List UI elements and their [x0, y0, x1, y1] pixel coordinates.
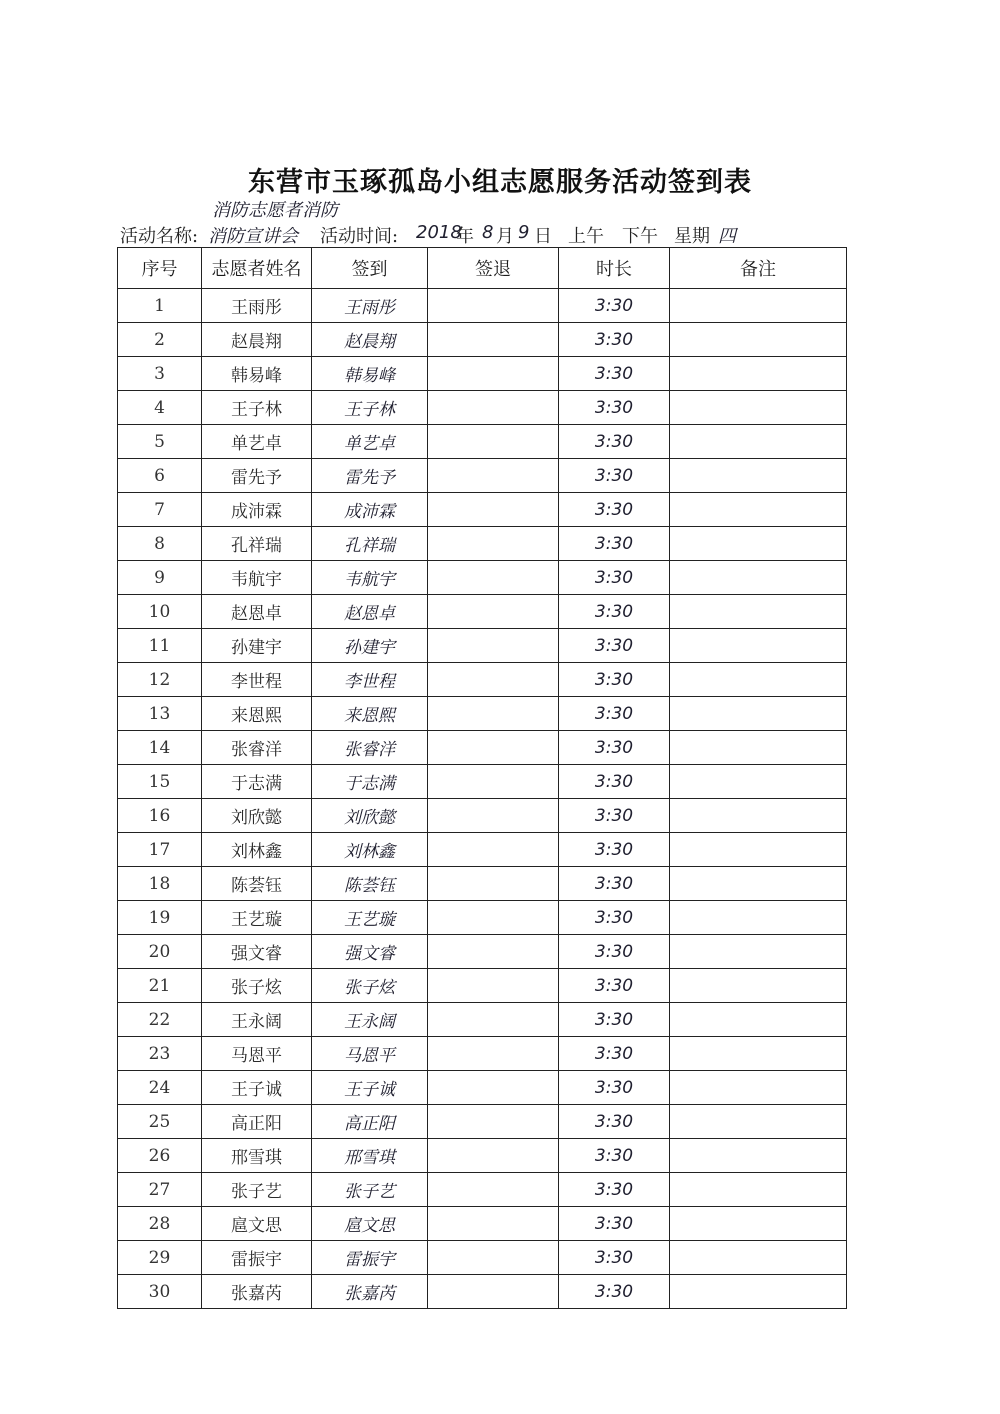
table-row	[118, 561, 847, 595]
table-cell-duration: 3:30	[559, 561, 670, 595]
table-cell-remark	[670, 357, 847, 391]
table-cell-remark	[670, 1037, 847, 1071]
table-cell-remark	[670, 629, 847, 663]
table-row	[118, 867, 847, 901]
table-row	[118, 1275, 847, 1309]
pm-label: 下午	[622, 226, 658, 247]
table-row	[118, 901, 847, 935]
table-cell-duration: 3:30	[559, 289, 670, 323]
table-cell-signin: 赵恩卓	[312, 595, 428, 629]
table-cell-remark	[670, 527, 847, 561]
table-cell-remark	[670, 969, 847, 1003]
table-cell-seq: 23	[118, 1037, 202, 1071]
table-cell-name: 韩易峰	[202, 357, 312, 391]
table-row	[118, 1037, 847, 1071]
table-cell-duration: 3:30	[559, 527, 670, 561]
table-cell-remark	[670, 1139, 847, 1173]
table-cell-duration: 3:30	[559, 1105, 670, 1139]
table-cell-signin: 强文睿	[312, 935, 428, 969]
table-cell-name: 邢雪琪	[202, 1139, 312, 1173]
table-cell-signout	[428, 833, 559, 867]
table-cell-remark	[670, 459, 847, 493]
header-name: 志愿者姓名	[202, 248, 312, 289]
table-row	[118, 935, 847, 969]
table-cell-name: 王子诚	[202, 1071, 312, 1105]
table-cell-duration: 3:30	[559, 1037, 670, 1071]
table-cell-seq: 8	[118, 527, 202, 561]
table-cell-name: 李世程	[202, 663, 312, 697]
table-cell-signin: 王雨彤	[312, 289, 428, 323]
table-row	[118, 357, 847, 391]
table-cell-seq: 30	[118, 1275, 202, 1309]
table-cell-duration: 3:30	[559, 697, 670, 731]
table-cell-signout	[428, 1207, 559, 1241]
table-cell-signin: 赵晨翔	[312, 323, 428, 357]
table-cell-name: 王永阔	[202, 1003, 312, 1037]
table-row	[118, 629, 847, 663]
table-cell-signin: 高正阳	[312, 1105, 428, 1139]
table-cell-seq: 3	[118, 357, 202, 391]
table-cell-seq: 4	[118, 391, 202, 425]
table-cell-signout	[428, 357, 559, 391]
table-cell-signin: 韩易峰	[312, 357, 428, 391]
table-cell-seq: 17	[118, 833, 202, 867]
activity-name-note: 消防志愿者消防	[212, 200, 338, 221]
table-row	[118, 799, 847, 833]
table-row	[118, 833, 847, 867]
table-row	[118, 1105, 847, 1139]
table-cell-name: 扈文思	[202, 1207, 312, 1241]
table-cell-seq: 16	[118, 799, 202, 833]
table-cell-name: 张睿洋	[202, 731, 312, 765]
table-cell-signin: 张睿洋	[312, 731, 428, 765]
table-cell-remark	[670, 1207, 847, 1241]
table-row	[118, 493, 847, 527]
table-cell-seq: 7	[118, 493, 202, 527]
table-cell-duration: 3:30	[559, 1139, 670, 1173]
activity-name-value: 消防宣讲会	[208, 226, 298, 247]
header-signin: 签到	[312, 248, 428, 289]
table-cell-name: 王雨彤	[202, 289, 312, 323]
table-cell-signout	[428, 323, 559, 357]
table-cell-remark	[670, 697, 847, 731]
table-cell-name: 来恩熙	[202, 697, 312, 731]
table-cell-signin: 单艺卓	[312, 425, 428, 459]
table-cell-remark	[670, 1003, 847, 1037]
table-cell-name: 王子林	[202, 391, 312, 425]
table-cell-duration: 3:30	[559, 969, 670, 1003]
table-cell-remark	[670, 1105, 847, 1139]
table-cell-signout	[428, 1139, 559, 1173]
table-cell-name: 韦航宇	[202, 561, 312, 595]
month-label: 月	[496, 226, 514, 247]
table-cell-signout	[428, 289, 559, 323]
table-cell-seq: 27	[118, 1173, 202, 1207]
table-cell-remark	[670, 1173, 847, 1207]
table-cell-remark	[670, 561, 847, 595]
activity-day: 9	[518, 222, 530, 243]
table-header-row	[118, 248, 847, 289]
table-cell-signout	[428, 425, 559, 459]
table-cell-seq: 6	[118, 459, 202, 493]
table-cell-signin: 张子艺	[312, 1173, 428, 1207]
weekday-label: 星期	[674, 226, 710, 247]
table-cell-name: 成沛霖	[202, 493, 312, 527]
table-cell-name: 刘欣懿	[202, 799, 312, 833]
activity-year: 2018	[416, 222, 462, 243]
table-cell-duration: 3:30	[559, 901, 670, 935]
table-cell-name: 张嘉芮	[202, 1275, 312, 1309]
table-cell-seq: 28	[118, 1207, 202, 1241]
table-cell-signout	[428, 731, 559, 765]
header-seq: 序号	[118, 248, 202, 289]
table-cell-duration: 3:30	[559, 1275, 670, 1309]
table-cell-signout	[428, 901, 559, 935]
table-cell-signin: 成沛霖	[312, 493, 428, 527]
table-cell-seq: 24	[118, 1071, 202, 1105]
table-cell-name: 陈荟钰	[202, 867, 312, 901]
table-cell-duration: 3:30	[559, 391, 670, 425]
page-title: 东营市玉琢孤岛小组志愿服务活动签到表	[248, 167, 752, 198]
table-cell-signin: 扈文思	[312, 1207, 428, 1241]
table-cell-name: 雷振宇	[202, 1241, 312, 1275]
table-cell-seq: 25	[118, 1105, 202, 1139]
table-cell-signin: 雷先予	[312, 459, 428, 493]
table-cell-duration: 3:30	[559, 493, 670, 527]
table-cell-signout	[428, 629, 559, 663]
table-row	[118, 425, 847, 459]
table-cell-signin: 韦航宇	[312, 561, 428, 595]
table-cell-seq: 21	[118, 969, 202, 1003]
table-cell-signin: 刘欣懿	[312, 799, 428, 833]
table-cell-signout	[428, 663, 559, 697]
table-cell-remark	[670, 799, 847, 833]
table-cell-duration: 3:30	[559, 1071, 670, 1105]
table-cell-remark	[670, 493, 847, 527]
table-row	[118, 459, 847, 493]
header-duration: 时长	[559, 248, 670, 289]
table-cell-signout	[428, 1105, 559, 1139]
table-cell-name: 赵晨翔	[202, 323, 312, 357]
table-cell-name: 刘林鑫	[202, 833, 312, 867]
table-cell-seq: 11	[118, 629, 202, 663]
table-row	[118, 391, 847, 425]
table-cell-signout	[428, 493, 559, 527]
table-cell-signout	[428, 697, 559, 731]
table-cell-seq: 19	[118, 901, 202, 935]
activity-month: 8	[482, 222, 494, 243]
table-cell-signout	[428, 1241, 559, 1275]
table-cell-seq: 29	[118, 1241, 202, 1275]
day-label: 日	[534, 226, 552, 247]
table-row	[118, 1207, 847, 1241]
table-cell-remark	[670, 663, 847, 697]
table-cell-name: 于志满	[202, 765, 312, 799]
year-label: 年	[456, 226, 474, 247]
table-row	[118, 731, 847, 765]
table-cell-signout	[428, 527, 559, 561]
signin-table	[117, 247, 847, 1309]
table-cell-remark	[670, 901, 847, 935]
table-cell-name: 张子艺	[202, 1173, 312, 1207]
table-cell-signout	[428, 561, 559, 595]
table-cell-signin: 孔祥瑞	[312, 527, 428, 561]
table-cell-remark	[670, 867, 847, 901]
table-cell-signin: 张嘉芮	[312, 1275, 428, 1309]
table-cell-duration: 3:30	[559, 731, 670, 765]
table-cell-duration: 3:30	[559, 663, 670, 697]
table-cell-seq: 20	[118, 935, 202, 969]
table-cell-seq: 1	[118, 289, 202, 323]
table-cell-signout	[428, 391, 559, 425]
table-cell-seq: 26	[118, 1139, 202, 1173]
table-row	[118, 289, 847, 323]
table-cell-signin: 于志满	[312, 765, 428, 799]
table-cell-signin: 孙建宇	[312, 629, 428, 663]
table-cell-duration: 3:30	[559, 765, 670, 799]
table-cell-remark	[670, 765, 847, 799]
table-cell-seq: 2	[118, 323, 202, 357]
table-cell-duration: 3:30	[559, 1003, 670, 1037]
table-cell-signin: 王永阔	[312, 1003, 428, 1037]
activity-name-label: 活动名称:	[120, 226, 199, 247]
table-row	[118, 595, 847, 629]
table-cell-name: 赵恩卓	[202, 595, 312, 629]
table-row	[118, 969, 847, 1003]
table-cell-signin: 马恩平	[312, 1037, 428, 1071]
table-cell-name: 马恩平	[202, 1037, 312, 1071]
table-cell-duration: 3:30	[559, 799, 670, 833]
table-cell-signin: 王艺璇	[312, 901, 428, 935]
table-cell-signin: 李世程	[312, 663, 428, 697]
table-cell-signout	[428, 969, 559, 1003]
table-cell-seq: 9	[118, 561, 202, 595]
table-row	[118, 527, 847, 561]
table-cell-duration: 3:30	[559, 595, 670, 629]
activity-time-label: 活动时间:	[320, 226, 399, 247]
table-cell-name: 张子炫	[202, 969, 312, 1003]
table-cell-signout	[428, 867, 559, 901]
table-cell-signin: 雷振宇	[312, 1241, 428, 1275]
table-cell-duration: 3:30	[559, 459, 670, 493]
table-cell-name: 强文睿	[202, 935, 312, 969]
table-row	[118, 1003, 847, 1037]
table-cell-signin: 陈荟钰	[312, 867, 428, 901]
table-row	[118, 1139, 847, 1173]
table-cell-signout	[428, 1173, 559, 1207]
table-cell-seq: 15	[118, 765, 202, 799]
table-cell-signout	[428, 1071, 559, 1105]
table-cell-signin: 王子诚	[312, 1071, 428, 1105]
header-signout: 签退	[428, 248, 559, 289]
table-cell-signin: 来恩熙	[312, 697, 428, 731]
table-cell-signout	[428, 1003, 559, 1037]
table-cell-name: 高正阳	[202, 1105, 312, 1139]
table-cell-remark	[670, 323, 847, 357]
table-cell-remark	[670, 289, 847, 323]
table-row	[118, 1071, 847, 1105]
table-cell-seq: 5	[118, 425, 202, 459]
table-cell-remark	[670, 1241, 847, 1275]
table-row	[118, 765, 847, 799]
table-cell-seq: 10	[118, 595, 202, 629]
table-cell-name: 王艺璇	[202, 901, 312, 935]
header-remark: 备注	[670, 248, 847, 289]
table-row	[118, 1241, 847, 1275]
table-row	[118, 1173, 847, 1207]
table-cell-seq: 22	[118, 1003, 202, 1037]
table-cell-duration: 3:30	[559, 935, 670, 969]
table-cell-signin: 张子炫	[312, 969, 428, 1003]
table-row	[118, 323, 847, 357]
table-row	[118, 663, 847, 697]
table-cell-name: 孙建宇	[202, 629, 312, 663]
table-cell-name: 雷先予	[202, 459, 312, 493]
table-cell-remark	[670, 391, 847, 425]
table-cell-seq: 13	[118, 697, 202, 731]
table-cell-signout	[428, 595, 559, 629]
table-cell-duration: 3:30	[559, 867, 670, 901]
table-cell-signin: 邢雪琪	[312, 1139, 428, 1173]
table-cell-seq: 14	[118, 731, 202, 765]
table-cell-signin: 王子林	[312, 391, 428, 425]
table-cell-signout	[428, 1275, 559, 1309]
table-cell-signout	[428, 935, 559, 969]
table-cell-remark	[670, 1071, 847, 1105]
table-cell-name: 孔祥瑞	[202, 527, 312, 561]
table-cell-seq: 12	[118, 663, 202, 697]
table-cell-duration: 3:30	[559, 833, 670, 867]
table-cell-duration: 3:30	[559, 1241, 670, 1275]
table-cell-duration: 3:30	[559, 1207, 670, 1241]
table-cell-remark	[670, 1275, 847, 1309]
table-cell-signin: 刘林鑫	[312, 833, 428, 867]
table-row	[118, 697, 847, 731]
table-cell-remark	[670, 425, 847, 459]
table-cell-duration: 3:30	[559, 1173, 670, 1207]
table-cell-name: 单艺卓	[202, 425, 312, 459]
table-cell-remark	[670, 595, 847, 629]
table-cell-remark	[670, 731, 847, 765]
table-cell-signout	[428, 459, 559, 493]
table-cell-signout	[428, 1037, 559, 1071]
table-cell-seq: 18	[118, 867, 202, 901]
table-cell-signout	[428, 765, 559, 799]
table-cell-remark	[670, 833, 847, 867]
table-cell-duration: 3:30	[559, 425, 670, 459]
table-cell-duration: 3:30	[559, 629, 670, 663]
am-label: 上午	[568, 226, 604, 247]
table-cell-duration: 3:30	[559, 357, 670, 391]
table-cell-duration: 3:30	[559, 323, 670, 357]
table-cell-signout	[428, 799, 559, 833]
activity-weekday: 四	[718, 226, 736, 247]
table-cell-remark	[670, 935, 847, 969]
